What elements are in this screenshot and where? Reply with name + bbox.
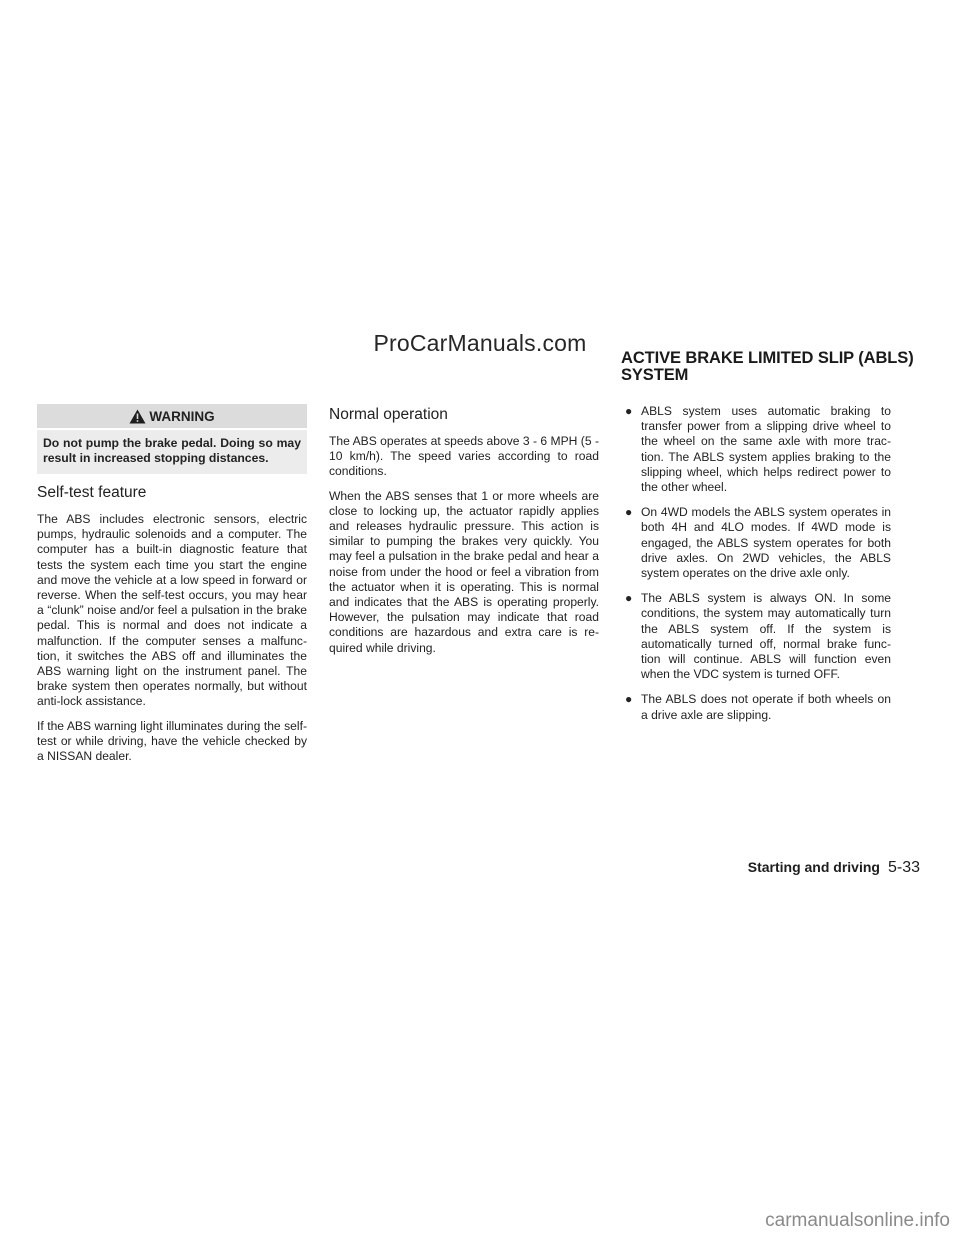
self-test-paragraph-2: If the ABS warning light illuminates during the self-test or while driving, have the vehicle checked by a NISSAN dealer. [37, 718, 307, 764]
bullet-text: On 4WD models the ABLS system operates in both 4H and 4LO modes. If 4WD mode is engaged, the ABLS system operates for both drive axles. On 2WD vehicles, the ABLS system operates on the drive axle only. [641, 505, 891, 581]
watermark-top: ProCarManuals.com [373, 330, 587, 356]
warning-header [37, 404, 307, 428]
warning-label: WARNING [149, 408, 215, 424]
list-item [621, 404, 891, 495]
column-middle [329, 404, 599, 665]
warning-text: Do not pump the brake pedal. Doing so may result in increased stopping distances. [37, 430, 307, 474]
self-test-title: Self-test feature [37, 484, 147, 501]
page-number: 5-33 [887, 859, 920, 876]
list-item [621, 505, 891, 581]
list-item [621, 591, 891, 682]
abls-heading: ACTIVE BRAKE LIMITED SLIP (ABLS) SYSTEM [621, 349, 914, 384]
warning-box [37, 404, 307, 474]
page-footer [748, 859, 920, 877]
bullet-icon: ● [625, 404, 633, 418]
bullet-icon: ● [625, 505, 633, 520]
column-right [621, 404, 891, 733]
warning-triangle-icon [129, 409, 146, 424]
bullet-icon: ● [625, 591, 633, 606]
normal-operation-paragraph-2: When the ABS senses that 1 or more wheels are close to locking up, the actuator rapidly applies and releases hydraulic pressure. This action is similar to pumping the brakes very quickly. You may feel a pulsation in the brake pedal and hear a noise from under the hood or feel a vibration from the actuator when it is operating. This is normal and indicates that the ABS is operating properly. However, the pulsation may indicate that road conditions are hazardous and extra care is re-quired while driving. [329, 488, 599, 655]
bullet-text: The ABLS does not operate if both wheels on a drive axle are slipping. [641, 692, 891, 722]
watermark-bottom: carmanualsonline.info [765, 1210, 950, 1231]
bullet-icon: ● [625, 692, 633, 707]
self-test-paragraph-1: The ABS includes electronic sensors, electric pumps, hydraulic solenoids and a computer. The computer has a built-in diagnostic feature that tests the system each time you start the engine and move the vehicle at a low speed in forward or reverse. When the self-test occurs, you may hear a “clunk” noise and/or feel a pulsation in the brake pedal. This is normal and does not indicate a malfunction. If the computer senses a malfunc-tion, it switches the ABS off and illuminates the ABS warning light on the instrument panel. The brake system then operates normally, but without anti-lock assistance. [37, 512, 307, 709]
normal-operation-title: Normal operation [329, 406, 448, 423]
bullet-text: The ABLS system is always ON. In some conditions, the system may automatically turn the ABLS system off. If the system is automatically turned off, normal brake func-tion will continue. ABLS will function even when the VDC system is turned OFF. [641, 591, 891, 682]
column-left [37, 404, 307, 773]
bullet-text: ABLS system uses automatic braking to transfer power from a slipping drive wheel to the wheel on the same axle with more trac-tion. The ABLS system applies braking to the slipping wheel, which helps redirect power to the other wheel. [641, 404, 891, 495]
footer-section-name: Starting and driving [747, 859, 880, 875]
list-item [621, 692, 891, 722]
normal-operation-paragraph-1: The ABS operates at speeds above 3 - 6 MPH (5 - 10 km/h). The speed varies according to road conditions. [329, 434, 599, 479]
abls-bullet-list [621, 404, 891, 723]
